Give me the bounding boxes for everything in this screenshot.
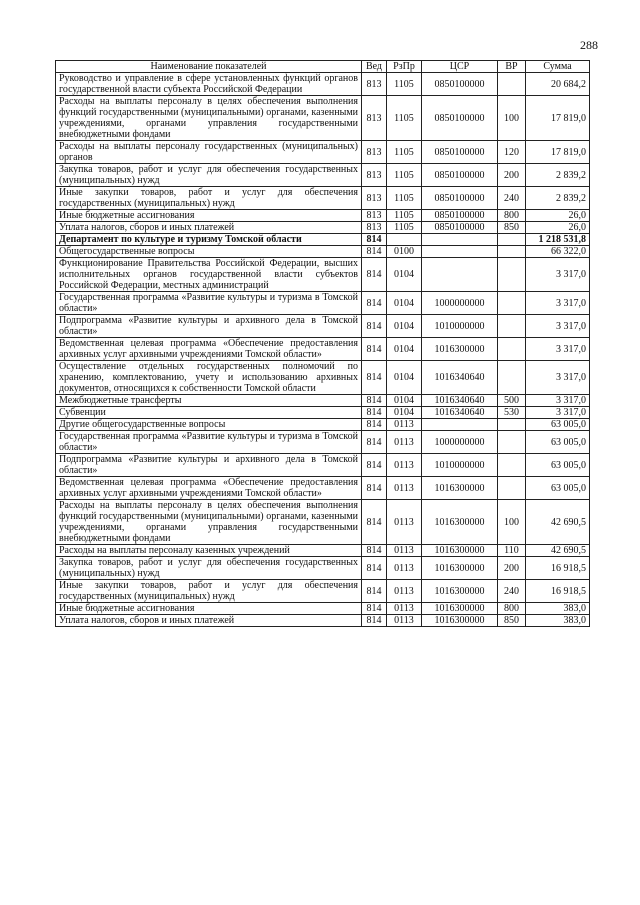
cell-vr: 100 [498,96,526,141]
cell-sum: 3 317,0 [526,395,590,407]
cell-ved: 814 [362,500,387,545]
cell-vr: 850 [498,615,526,627]
cell-sum: 42 690,5 [526,545,590,557]
cell-name: Субвенции [56,407,362,419]
cell-ved: 813 [362,96,387,141]
budget-table [55,60,590,627]
cell-name: Иные бюджетные ассигнования [56,603,362,615]
cell-rzpr: 0113 [387,615,422,627]
cell-vr: 100 [498,500,526,545]
table-row [56,258,590,292]
table-row [56,73,590,96]
cell-name: Расходы на выплаты персоналу казенных учреждений [56,545,362,557]
cell-rzpr: 0104 [387,258,422,292]
cell-ved: 814 [362,603,387,615]
cell-vr [498,431,526,454]
cell-name: Руководство и управление в сфере установленных функций органов государственной власти субъекта Российской Федерации [56,73,362,96]
cell-csr: 1016300000 [422,580,498,603]
cell-ved: 814 [362,557,387,580]
cell-rzpr: 0104 [387,361,422,395]
cell-name: Иные закупки товаров, работ и услуг для обеспечения государственных (муниципальных) нужд [56,580,362,603]
cell-sum: 3 317,0 [526,258,590,292]
cell-csr: 1016300000 [422,500,498,545]
cell-csr: 1016300000 [422,603,498,615]
cell-sum: 63 005,0 [526,431,590,454]
cell-sum: 63 005,0 [526,419,590,431]
table-row [56,454,590,477]
cell-rzpr: 1105 [387,210,422,222]
table-row [56,557,590,580]
cell-sum: 16 918,5 [526,580,590,603]
cell-name: Расходы на выплаты персоналу в целях обеспечения выполнения функций государственными (муниципальными) органами, казенными учреждениями, органами управления государственными внебюджетными фондами [56,96,362,141]
table-row [56,222,590,234]
table-row [56,419,590,431]
cell-sum: 63 005,0 [526,477,590,500]
cell-vr: 110 [498,545,526,557]
cell-sum: 3 317,0 [526,292,590,315]
header-ved: Вед [362,61,387,73]
cell-rzpr: 0113 [387,500,422,545]
cell-name: Уплата налогов, сборов и иных платежей [56,615,362,627]
cell-name: Расходы на выплаты персоналу государственных (муниципальных) органов [56,141,362,164]
cell-sum: 63 005,0 [526,454,590,477]
cell-name: Межбюджетные трансферты [56,395,362,407]
cell-sum: 17 819,0 [526,141,590,164]
table-row [56,477,590,500]
cell-name: Ведомственная целевая программа «Обеспечение предоставления архивных услуг архивными учреждениями Томской области» [56,477,362,500]
table-row [56,210,590,222]
cell-csr [422,246,498,258]
cell-name: Расходы на выплаты персоналу в целях обеспечения выполнения функций государственными (муниципальными) органами, казенными учреждениями, органами управления государственными внебюджетными фондами [56,500,362,545]
cell-rzpr: 1105 [387,222,422,234]
cell-csr: 0850100000 [422,164,498,187]
table-row [56,395,590,407]
cell-sum: 1 218 531,8 [526,234,590,246]
cell-csr: 1010000000 [422,454,498,477]
cell-ved: 814 [362,477,387,500]
cell-rzpr: 0113 [387,603,422,615]
cell-csr: 1016340640 [422,395,498,407]
cell-vr [498,73,526,96]
cell-name: Подпрограмма «Развитие культуры и архивного дела в Томской области» [56,454,362,477]
cell-sum: 383,0 [526,615,590,627]
cell-csr [422,258,498,292]
cell-vr: 800 [498,210,526,222]
cell-sum: 26,0 [526,210,590,222]
cell-name: Другие общегосударственные вопросы [56,419,362,431]
cell-ved: 814 [362,454,387,477]
table-row [56,187,590,210]
cell-csr: 1016300000 [422,338,498,361]
cell-csr: 1000000000 [422,292,498,315]
table-row [56,234,590,246]
cell-csr: 0850100000 [422,141,498,164]
cell-csr: 1016300000 [422,545,498,557]
cell-vr [498,338,526,361]
cell-ved: 814 [362,580,387,603]
cell-vr: 800 [498,603,526,615]
cell-rzpr: 0113 [387,580,422,603]
table-row [56,338,590,361]
table-row [56,315,590,338]
cell-name: Уплата налогов, сборов и иных платежей [56,222,362,234]
cell-ved: 814 [362,395,387,407]
cell-csr: 1016300000 [422,477,498,500]
table-body [56,73,590,627]
cell-vr: 200 [498,557,526,580]
table-row [56,96,590,141]
cell-name: Иные закупки товаров, работ и услуг для обеспечения государственных (муниципальных) нужд [56,187,362,210]
cell-rzpr: 0113 [387,419,422,431]
cell-name: Осуществление отдельных государственных полномочий по хранению, комплектованию, учету и использованию архивных документов, относящихся к собственности Томской области [56,361,362,395]
cell-vr [498,454,526,477]
table-row [56,164,590,187]
cell-ved: 813 [362,187,387,210]
cell-ved: 814 [362,615,387,627]
cell-csr: 0850100000 [422,210,498,222]
cell-rzpr: 1105 [387,164,422,187]
cell-csr: 0850100000 [422,96,498,141]
cell-name: Подпрограмма «Развитие культуры и архивного дела в Томской области» [56,315,362,338]
cell-csr: 1016300000 [422,615,498,627]
cell-rzpr: 0100 [387,246,422,258]
header-vr: ВР [498,61,526,73]
cell-vr: 850 [498,222,526,234]
cell-vr: 500 [498,395,526,407]
cell-ved: 814 [362,361,387,395]
cell-sum: 20 684,2 [526,73,590,96]
cell-ved: 814 [362,431,387,454]
cell-csr: 1016340640 [422,361,498,395]
table-row [56,361,590,395]
cell-ved: 813 [362,210,387,222]
header-rzpr: РзПр [387,61,422,73]
cell-vr: 120 [498,141,526,164]
cell-name: Ведомственная целевая программа «Обеспечение предоставления архивных услуг архивными учреждениями Томской области» [56,338,362,361]
cell-vr: 240 [498,580,526,603]
header-name: Наименование показателей [56,61,362,73]
cell-ved: 813 [362,164,387,187]
cell-vr [498,246,526,258]
cell-sum: 3 317,0 [526,361,590,395]
cell-csr: 1016300000 [422,557,498,580]
cell-ved: 813 [362,73,387,96]
cell-vr: 200 [498,164,526,187]
cell-vr [498,477,526,500]
cell-sum: 17 819,0 [526,96,590,141]
cell-sum: 3 317,0 [526,407,590,419]
cell-rzpr: 0113 [387,477,422,500]
cell-csr [422,419,498,431]
cell-csr: 0850100000 [422,222,498,234]
cell-ved: 814 [362,407,387,419]
cell-rzpr: 0104 [387,292,422,315]
cell-rzpr: 0104 [387,338,422,361]
cell-vr: 530 [498,407,526,419]
table-row [56,407,590,419]
cell-vr [498,292,526,315]
cell-name: Государственная программа «Развитие культуры и туризма в Томской области» [56,431,362,454]
cell-rzpr [387,234,422,246]
cell-ved: 814 [362,246,387,258]
cell-sum: 383,0 [526,603,590,615]
cell-ved: 814 [362,338,387,361]
cell-ved: 813 [362,222,387,234]
cell-ved: 814 [362,258,387,292]
cell-ved: 814 [362,292,387,315]
cell-rzpr: 0113 [387,454,422,477]
header-csr: ЦСР [422,61,498,73]
cell-ved: 814 [362,234,387,246]
cell-sum: 66 322,0 [526,246,590,258]
header-sum: Сумма [526,61,590,73]
cell-ved: 813 [362,141,387,164]
cell-name: Департамент по культуре и туризму Томской области [56,234,362,246]
cell-csr: 1010000000 [422,315,498,338]
cell-name: Государственная программа «Развитие культуры и туризма в Томской области» [56,292,362,315]
cell-vr [498,234,526,246]
table-row [56,603,590,615]
cell-rzpr: 1105 [387,73,422,96]
cell-vr [498,315,526,338]
table-row [56,292,590,315]
table-row [56,431,590,454]
cell-name: Функционирование Правительства Российской Федерации, высших исполнительных органов государственной власти субъектов Российской Федерации, местных администраций [56,258,362,292]
cell-vr [498,361,526,395]
cell-sum: 2 839,2 [526,164,590,187]
cell-csr: 0850100000 [422,73,498,96]
cell-rzpr: 0113 [387,557,422,580]
cell-rzpr: 1105 [387,187,422,210]
cell-sum: 3 317,0 [526,315,590,338]
cell-vr [498,419,526,431]
cell-sum: 26,0 [526,222,590,234]
cell-csr: 1016340640 [422,407,498,419]
cell-name: Закупка товаров, работ и услуг для обеспечения государственных (муниципальных) нужд [56,557,362,580]
cell-vr [498,258,526,292]
cell-csr: 1000000000 [422,431,498,454]
table-row [56,500,590,545]
cell-name: Закупка товаров, работ и услуг для обеспечения государственных (муниципальных) нужд [56,164,362,187]
cell-ved: 814 [362,419,387,431]
cell-rzpr: 0113 [387,431,422,454]
cell-name: Иные бюджетные ассигнования [56,210,362,222]
table-row [56,545,590,557]
cell-rzpr: 0104 [387,395,422,407]
cell-sum: 42 690,5 [526,500,590,545]
table-header-row [56,61,590,73]
cell-name: Общегосударственные вопросы [56,246,362,258]
cell-rzpr: 1105 [387,96,422,141]
cell-csr [422,234,498,246]
cell-sum: 2 839,2 [526,187,590,210]
cell-rzpr: 0104 [387,407,422,419]
page-number: 288 [580,38,598,52]
cell-sum: 16 918,5 [526,557,590,580]
table-row [56,580,590,603]
table-row [56,246,590,258]
cell-sum: 3 317,0 [526,338,590,361]
cell-rzpr: 0113 [387,545,422,557]
cell-rzpr: 1105 [387,141,422,164]
table-row [56,615,590,627]
cell-vr: 240 [498,187,526,210]
cell-ved: 814 [362,545,387,557]
cell-csr: 0850100000 [422,187,498,210]
cell-ved: 814 [362,315,387,338]
cell-rzpr: 0104 [387,315,422,338]
table-row [56,141,590,164]
